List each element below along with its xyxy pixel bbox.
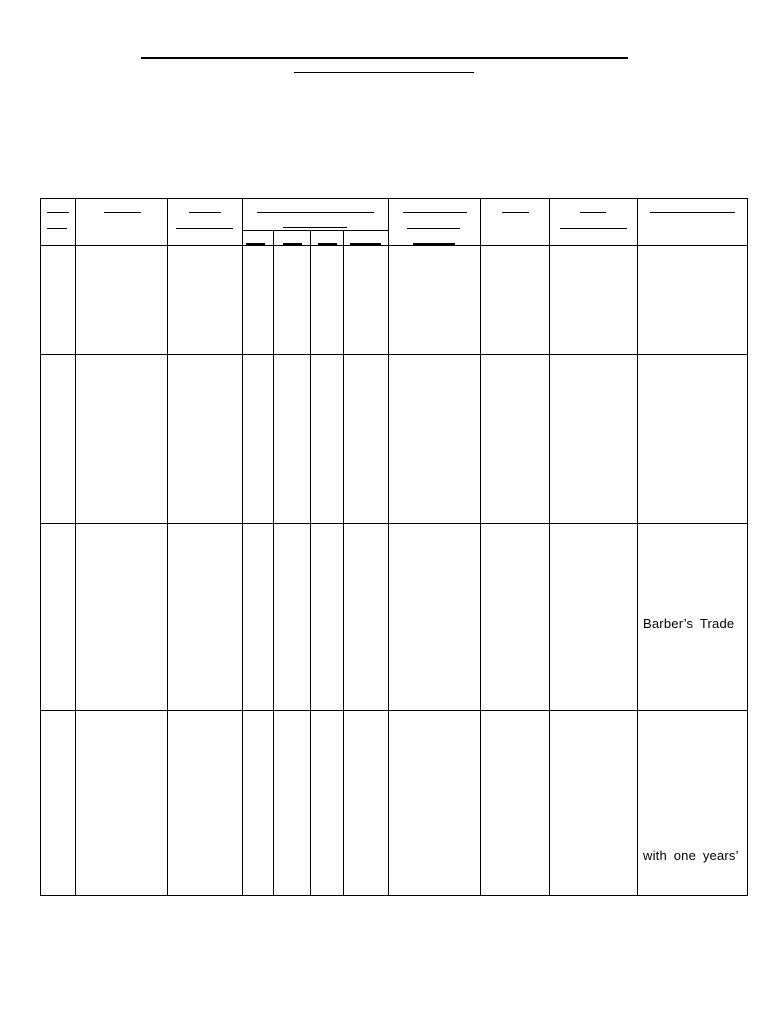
header-1-rule-b bbox=[47, 228, 67, 229]
header-7-rule-b bbox=[560, 228, 627, 229]
header-3-rule-b bbox=[176, 228, 233, 229]
row-2-bottom-border bbox=[40, 523, 748, 524]
header-7-rule-a bbox=[580, 212, 606, 213]
header-5-rule-c bbox=[413, 243, 455, 245]
col-divider-9 bbox=[549, 198, 550, 896]
sub-header-1-rule bbox=[246, 243, 265, 245]
header-group-rule-b bbox=[283, 227, 347, 228]
header-bottom-border bbox=[40, 245, 748, 246]
table-left-border bbox=[40, 198, 41, 896]
header-1-rule-a bbox=[47, 212, 69, 213]
header-5-rule-a bbox=[403, 212, 467, 213]
header-3-rule-a bbox=[189, 212, 221, 213]
title-rule-primary bbox=[141, 57, 628, 59]
col-divider-1 bbox=[75, 198, 76, 896]
row-4-remarks: with one years’ bbox=[643, 848, 739, 863]
row-3-bottom-border bbox=[40, 710, 748, 711]
row-1-bottom-border bbox=[40, 354, 748, 355]
sub-col-divider-3 bbox=[343, 230, 344, 896]
header-6-rule bbox=[502, 212, 529, 213]
col-divider-8 bbox=[480, 198, 481, 896]
group-header-split bbox=[242, 230, 389, 231]
sub-header-3-rule bbox=[318, 243, 337, 245]
title-rule-secondary bbox=[294, 72, 474, 73]
sub-col-divider-2 bbox=[310, 230, 311, 896]
sub-col-divider-1 bbox=[273, 230, 274, 896]
table-bottom-border bbox=[40, 895, 748, 896]
header-group-rule-a bbox=[257, 212, 374, 213]
row-3-remarks: Barber’s Trade bbox=[643, 616, 735, 631]
table-top-border bbox=[40, 198, 748, 199]
table-right-border bbox=[747, 198, 748, 896]
header-2-rule bbox=[104, 212, 141, 213]
col-divider-3 bbox=[242, 198, 243, 896]
header-8-rule bbox=[650, 212, 735, 213]
col-divider-7 bbox=[388, 198, 389, 896]
sub-header-2-rule bbox=[283, 243, 302, 245]
header-5-rule-b bbox=[407, 228, 460, 229]
col-divider-2 bbox=[167, 198, 168, 896]
col-divider-10 bbox=[637, 198, 638, 896]
sub-header-4-rule bbox=[350, 243, 381, 245]
